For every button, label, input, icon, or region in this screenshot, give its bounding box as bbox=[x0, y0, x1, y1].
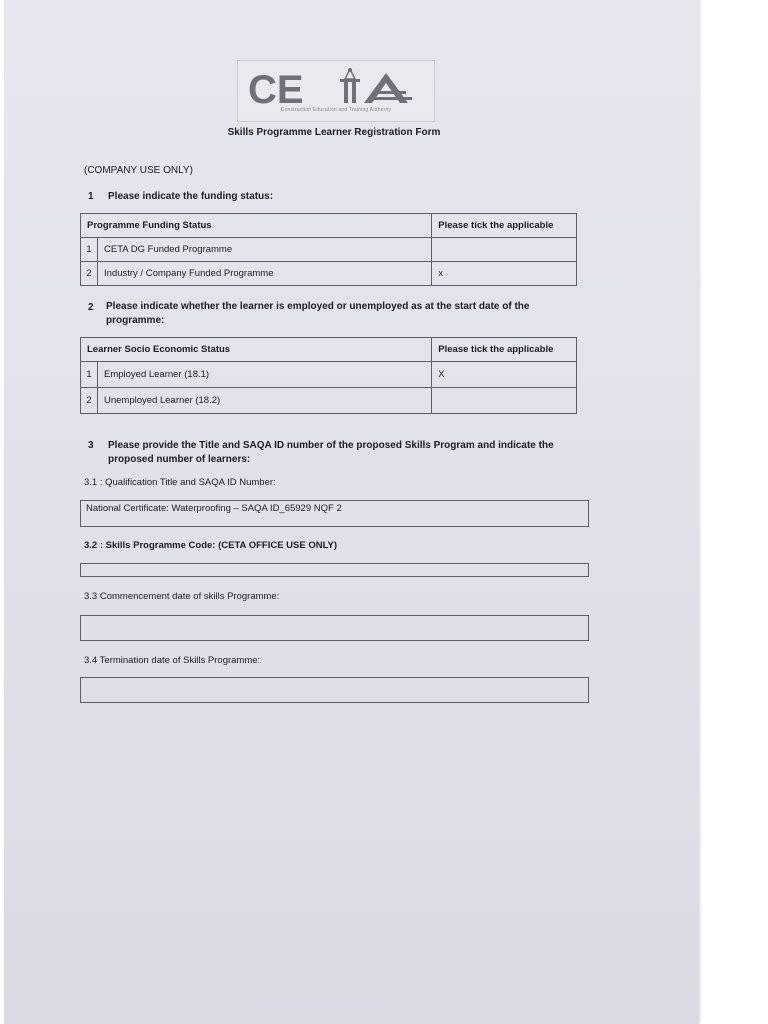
programme-code-field[interactable] bbox=[80, 563, 589, 577]
section3-question-line2: proposed number of learners: bbox=[108, 454, 251, 465]
programme-code-label: 3.2 : Skills Programme Code: (CETA OFFICE USE ONLY) bbox=[84, 540, 338, 551]
row-label: CETA DG Funded Programme bbox=[98, 238, 432, 262]
tick-cell[interactable] bbox=[432, 238, 577, 262]
funding-status-table bbox=[80, 213, 577, 286]
table-row bbox=[81, 238, 577, 262]
table-header-row bbox=[81, 338, 577, 362]
section2-number: 2 bbox=[88, 302, 94, 313]
section2-question-line2: programme: bbox=[106, 315, 165, 326]
qualification-value: National Certificate: Waterproofing – SAQA ID_65929 NQF 2 bbox=[86, 503, 342, 514]
section3-question-line1: Please provide the Title and SAQA ID number of the proposed Skills Program and indicate the bbox=[108, 440, 554, 451]
tick-cell[interactable]: X bbox=[432, 362, 577, 388]
form-page bbox=[4, 0, 699, 1024]
funding-header-col1: Programme Funding Status bbox=[81, 214, 432, 238]
company-use-label: (COMPANY USE ONLY) bbox=[84, 165, 193, 176]
termination-date-label: 3.4 Termination date of Skills Programme: bbox=[84, 655, 261, 666]
row-index: 2 bbox=[81, 262, 98, 286]
socio-header-col1: Learner Socio Economic Status bbox=[81, 338, 432, 362]
row-label: Unemployed Learner (18.2) bbox=[98, 388, 432, 414]
qualification-field[interactable] bbox=[80, 500, 589, 527]
socio-header-col2: Please tick the applicable bbox=[432, 338, 577, 362]
ceta-logo bbox=[237, 60, 435, 122]
svg-text:CE: CE bbox=[248, 68, 304, 107]
table-row bbox=[81, 262, 577, 286]
logo-tagline: Construction Education and Training Authority bbox=[280, 107, 392, 113]
form-title: Skills Programme Learner Registration Form bbox=[227, 127, 441, 138]
row-label: Employed Learner (18.1) bbox=[98, 362, 432, 388]
tick-cell[interactable] bbox=[432, 388, 577, 414]
section1-number: 1 bbox=[88, 191, 94, 202]
table-header-row bbox=[81, 214, 577, 238]
tick-cell[interactable]: x bbox=[432, 262, 577, 286]
row-index: 2 bbox=[81, 388, 98, 414]
section1-question: Please indicate the funding status: bbox=[108, 191, 274, 202]
section3-number: 3 bbox=[88, 440, 94, 451]
socio-economic-table bbox=[80, 337, 577, 414]
table-row bbox=[81, 362, 577, 388]
row-label: Industry / Company Funded Programme bbox=[98, 262, 432, 286]
row-index: 1 bbox=[81, 362, 98, 388]
qualification-label: 3.1 : Qualification Title and SAQA ID Number: bbox=[84, 477, 276, 488]
commencement-date-label: 3.3 Commencement date of skills Programme: bbox=[84, 591, 280, 602]
commencement-date-field[interactable] bbox=[80, 615, 589, 641]
section2-question-line1: Please indicate whether the learner is employed or unemployed as at the start date of the bbox=[106, 301, 530, 312]
ceta-logo-mark bbox=[246, 67, 426, 107]
termination-date-field[interactable] bbox=[80, 677, 589, 703]
table-row bbox=[81, 388, 577, 414]
row-index: 1 bbox=[81, 238, 98, 262]
funding-header-col2: Please tick the applicable bbox=[432, 214, 577, 238]
